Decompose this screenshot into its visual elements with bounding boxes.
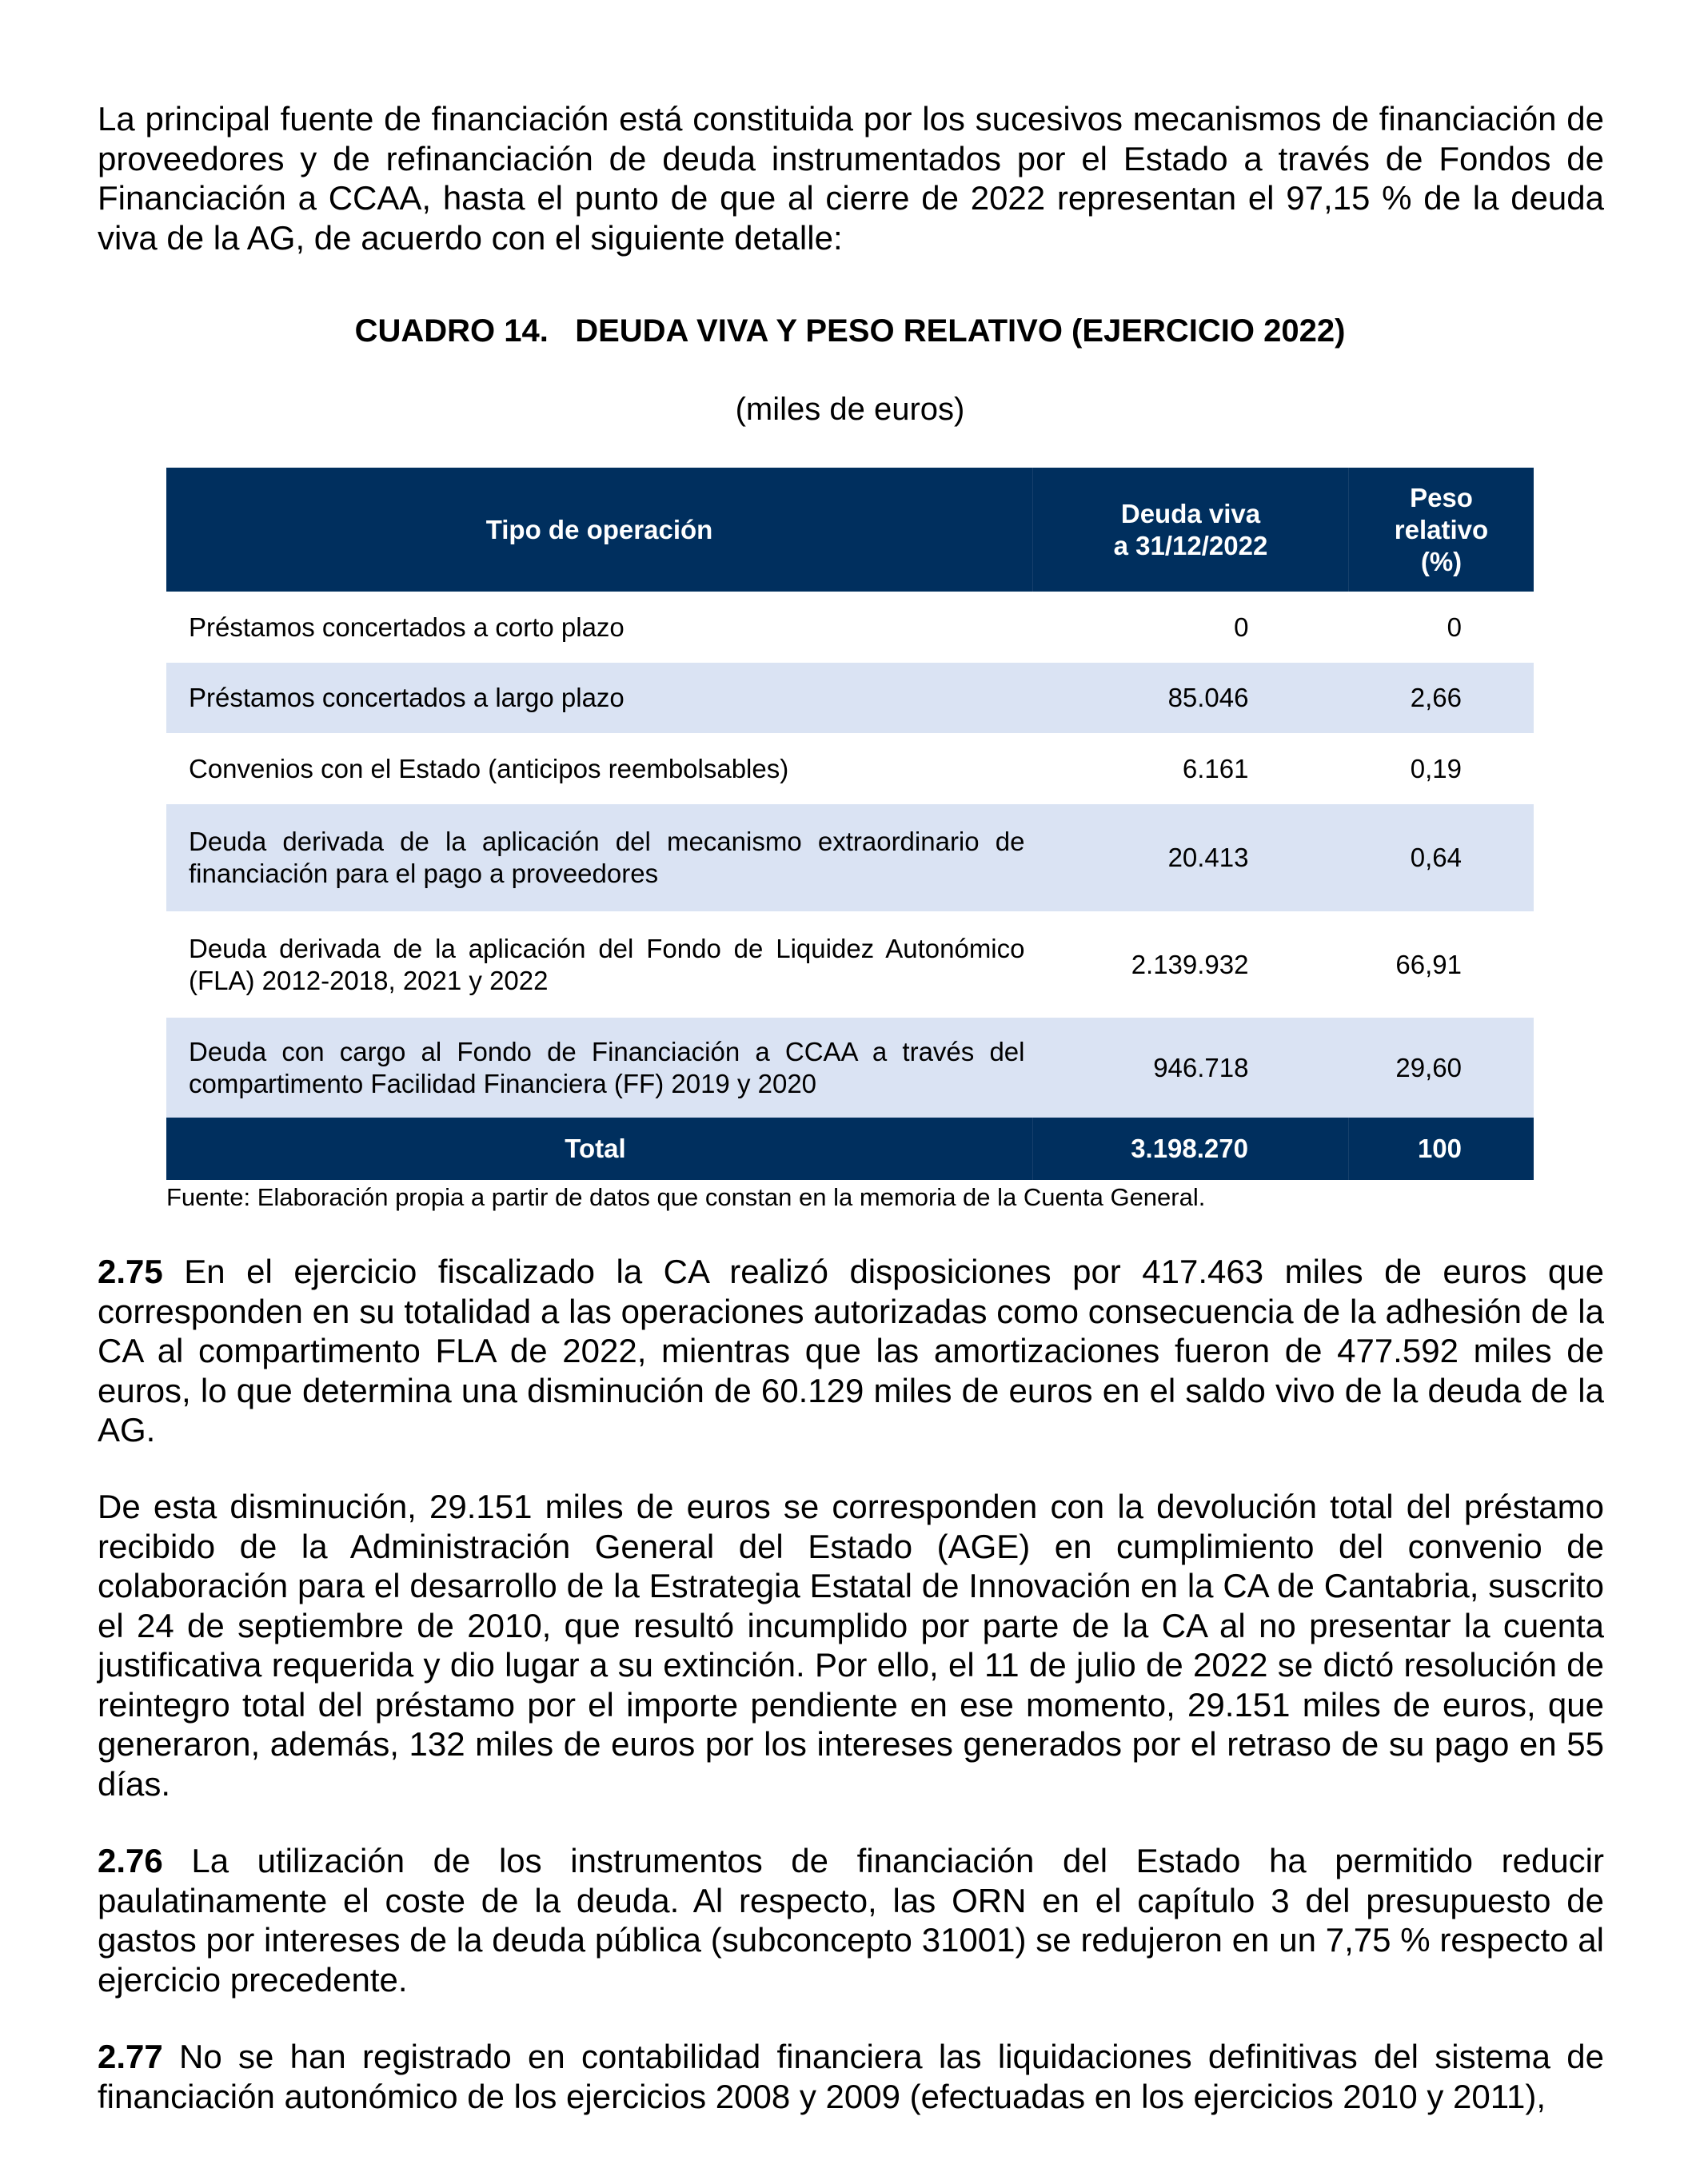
paragraph-disminucion [98, 1487, 1604, 1803]
debt-table [166, 468, 1534, 1180]
table-row [166, 663, 1534, 733]
paragraph-2-76 [98, 1841, 1604, 1999]
row-deuda: 20.413 [1167, 843, 1249, 872]
row-peso: 0,19 [1410, 753, 1462, 783]
row-deuda: 946.718 [1153, 1052, 1249, 1082]
paragraph-number: 2.75 [98, 1253, 163, 1290]
header-peso-text: Peso relativo (%) [1394, 482, 1489, 576]
table-source: Fuente: Elaboración propia a partir de datos que constan en la memoria de la Cuenta General. [166, 1183, 1206, 1211]
table-subtitle: (miles de euros) [735, 392, 965, 427]
row-deuda: 0 [1234, 612, 1249, 642]
row-peso: 2,66 [1410, 683, 1462, 712]
row-label: Deuda derivada de la aplicación del mecanismo extraordinario de financiación para el pago a proveedores [189, 827, 1025, 888]
table-header-row [166, 468, 1534, 592]
total-deuda: 3.198.270 [1033, 1118, 1349, 1180]
header-deuda [1033, 468, 1349, 592]
table-row [166, 733, 1534, 804]
row-label: Deuda con cargo al Fondo de Financiación a CCAA a través del compartimento Facilidad Financiera (FF) 2019 y 2020 [189, 1036, 1025, 1098]
header-deuda-text: Deuda viva a 31/12/2022 [1113, 498, 1268, 560]
table-title: CUADRO 14. DEUDA VIVA Y PESO RELATIVO (EJERCICIO 2022) [354, 313, 1346, 349]
row-peso: 0,64 [1410, 843, 1462, 872]
paragraph-text: De esta disminución, 29.151 miles de euros se corresponden con la devolución total del préstamo recibido de la Administración General del Estado (AGE) en cumplimiento del convenio de colaboración para el desarrollo de la Estrategia Estatal de Innovación en la CA de Cantabria, suscrito el 24 de septiembre de 2010, que resultó incumplido por parte de la CA al no presentar la cuenta justificativa requerida y dio lugar a su extinción. Por ello, el 11 de julio de 2022 se dictó resolución de reintegro total del préstamo por el importe pendiente en ese momento, 29.151 miles de euros, que generaron, además, 132 miles de euros por los intereses generados por el retraso de su pago en 55 días. [98, 1488, 1604, 1803]
table-row [166, 592, 1534, 663]
paragraph-2-77 [98, 2037, 1604, 2116]
row-label: Préstamos concertados a largo plazo [189, 683, 625, 712]
row-peso: 29,60 [1395, 1052, 1462, 1082]
paragraph-number: 2.76 [98, 1842, 163, 1879]
table-row [166, 804, 1534, 911]
paragraph-text: En el ejercicio fiscalizado la CA realizó disposiciones por 417.463 miles de euros que corresponden en su totalidad a las operaciones autorizadas como consecuencia de la adhesión de la CA al compartimento FLA de 2022, mientras que las amortizaciones fueron de 477.592 miles de euros, lo que determina una disminución de 60.129 miles de euros en el saldo vivo de la deuda de la AG. [98, 1253, 1604, 1449]
row-deuda: 85.046 [1167, 683, 1249, 712]
table-total-row [166, 1118, 1534, 1180]
table-row [166, 1018, 1534, 1118]
paragraph-text: La utilización de los instrumentos de financiación del Estado ha permitido reducir paulatinamente el coste de la deuda. Al respecto, las ORN en el capítulo 3 del presupuesto de gastos por intereses de la deuda pública (subconcepto 31001) se redujeron en un 7,75 % respecto al ejercicio precedente. [98, 1842, 1604, 1999]
total-peso: 100 [1417, 1134, 1462, 1163]
row-label: Préstamos concertados a corto plazo [189, 612, 625, 642]
row-label: Convenios con el Estado (anticipos reembolsables) [189, 753, 789, 783]
paragraph-text: No se han registrado en contabilidad financiera las liquidaciones definitivas del sistema de financiación autonómico de los ejercicios 2008 y 2009 (efectuadas en los ejercicios 2010 y 2011), [98, 2038, 1604, 2115]
row-label: Deuda derivada de la aplicación del Fondo de Liquidez Autonómico (FLA) 2012-2018, 2021 y 2022 [189, 933, 1025, 995]
paragraph-2-75 [98, 1252, 1604, 1450]
row-peso: 66,91 [1395, 949, 1462, 979]
intro-paragraph: La principal fuente de financiación está constituida por los sucesivos mecanismos de financiación de proveedores y de refinanciación de deuda instrumentados por el Estado a través de Fondos de Financiación a CCAA, hasta el punto de que al cierre de 2022 representan el 97,15 % de la deuda viva de la AG, de acuerdo con el siguiente detalle: [98, 100, 1604, 257]
row-deuda: 2.139.932 [1131, 949, 1249, 979]
paragraph-number: 2.77 [98, 2038, 163, 2075]
header-tipo: Tipo de operación [166, 468, 1033, 592]
header-peso [1349, 468, 1534, 592]
total-label: Total [166, 1118, 1033, 1180]
row-deuda: 6.161 [1182, 753, 1249, 783]
table-row [166, 911, 1534, 1018]
row-peso: 0 [1447, 612, 1462, 642]
